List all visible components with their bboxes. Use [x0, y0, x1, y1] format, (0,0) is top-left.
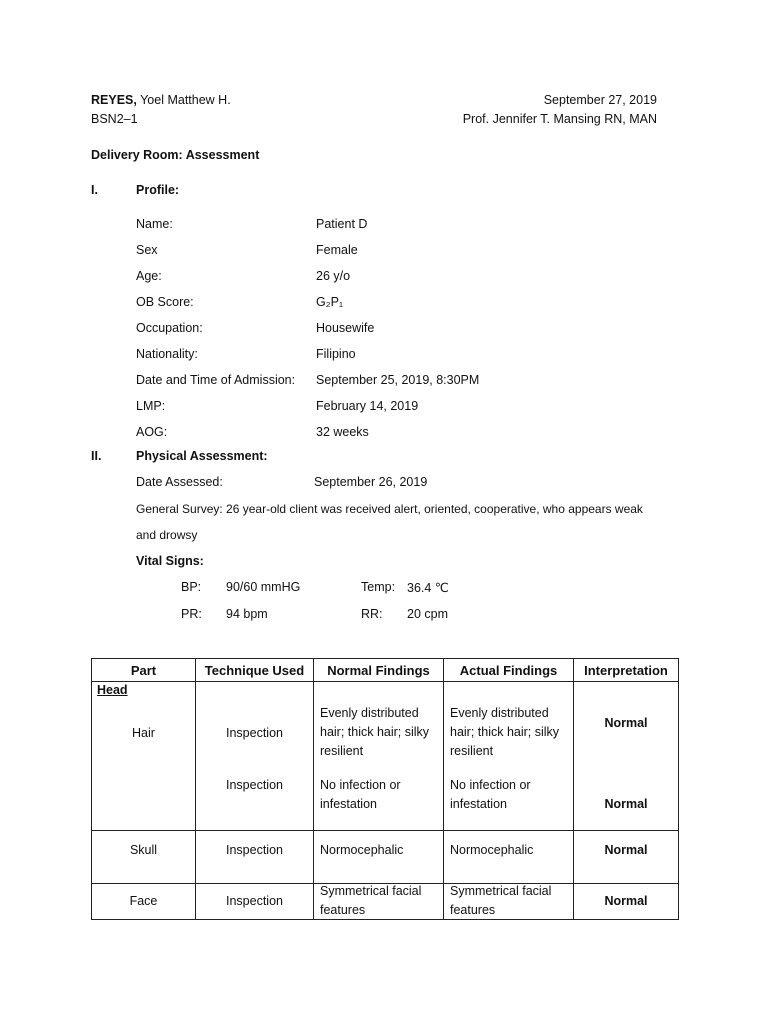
- section-2-numeral: II.: [91, 449, 102, 463]
- profile-value: 32 weeks: [316, 425, 369, 439]
- student-name: [91, 93, 231, 107]
- table-row-skull: [92, 831, 679, 884]
- column-header-actual-findings: Actual Findings: [444, 659, 574, 682]
- technique-value: Inspection: [226, 726, 283, 740]
- profile-label: Name:: [136, 217, 173, 231]
- actual-finding-line: Normocephalic: [450, 843, 534, 857]
- profile-label: Age:: [136, 269, 162, 283]
- profile-value: Housewife: [316, 321, 375, 335]
- pr-value: 94 bpm: [226, 607, 268, 621]
- student-given-name: Yoel Matthew H.: [136, 93, 231, 107]
- profile-label: LMP:: [136, 399, 166, 413]
- date-assessed-label: Date Assessed:: [136, 475, 223, 489]
- interpretation-value: Normal: [604, 894, 648, 908]
- student-surname: REYES,: [91, 93, 137, 107]
- pr-label: PR:: [181, 607, 202, 621]
- profile-label: Nationality:: [136, 347, 198, 361]
- section-1-title: Profile:: [136, 183, 180, 197]
- table-row-face: [92, 884, 679, 920]
- bp-label: BP:: [181, 580, 202, 594]
- normal-finding-line: hair; thick hair; silky: [320, 725, 430, 739]
- vital-signs-title: Vital Signs:: [136, 554, 204, 568]
- column-header-interpretation: Interpretation: [574, 659, 679, 682]
- part-cell: [92, 682, 196, 831]
- technique-cell: [196, 884, 314, 920]
- document-title: Delivery Room: Assessment: [91, 148, 260, 162]
- technique-value: Inspection: [226, 843, 283, 857]
- column-header-normal-findings: Normal Findings: [314, 659, 444, 682]
- normal-finding-line: No infection or: [320, 778, 401, 792]
- normal-finding-line: Evenly distributed: [320, 706, 419, 720]
- column-header-technique: Technique Used: [196, 659, 314, 682]
- interpretation-value: Normal: [604, 797, 648, 811]
- actual-findings-cell: [444, 831, 574, 884]
- actual-finding-line: resilient: [450, 744, 494, 758]
- technique-cell: [196, 831, 314, 884]
- part-name: Face: [129, 894, 158, 908]
- profile-label: Date and Time of Admission:: [136, 373, 296, 387]
- actual-finding-line: Evenly distributed: [450, 706, 549, 720]
- normal-finding-line: features: [320, 903, 366, 917]
- actual-finding-line: Symmetrical facial: [450, 884, 552, 898]
- instructor-name: Prof. Jennifer T. Mansing RN, MAN: [462, 112, 657, 126]
- actual-finding-line: hair; thick hair; silky: [450, 725, 560, 739]
- temp-value: 36.4 ℃: [407, 581, 449, 595]
- interpretation-value: Normal: [604, 843, 648, 857]
- profile-value: Female: [316, 243, 358, 257]
- profile-value: G₂P₁: [316, 295, 344, 309]
- actual-findings-cell: [444, 682, 574, 831]
- profile-label: OB Score:: [136, 295, 194, 309]
- profile-value: 26 y/o: [316, 269, 351, 283]
- document-date: September 27, 2019: [543, 93, 657, 107]
- interpretation-cell: [574, 682, 679, 831]
- actual-finding-line: No infection or: [450, 778, 531, 792]
- technique-value: Inspection: [226, 894, 283, 908]
- interpretation-cell: [574, 884, 679, 920]
- table-row-hair: [92, 682, 679, 831]
- technique-value: Inspection: [226, 778, 283, 792]
- section-code: BSN2–1: [91, 112, 138, 126]
- normal-finding-line: Symmetrical facial: [320, 884, 422, 898]
- profile-value: September 25, 2019, 8:30PM: [316, 373, 480, 387]
- assessment-table: [91, 658, 679, 920]
- profile-value: Patient D: [316, 217, 368, 231]
- profile-value: February 14, 2019: [316, 399, 419, 413]
- profile-value: Filipino: [316, 347, 356, 361]
- general-survey-line-2: and drowsy: [136, 528, 198, 542]
- rr-label: RR:: [361, 607, 383, 621]
- section-2-title: Physical Assessment:: [136, 449, 268, 463]
- normal-finding-line: infestation: [320, 797, 377, 811]
- head-section-label: Head: [97, 683, 128, 697]
- normal-findings-cell: [314, 682, 444, 831]
- interpretation-value: Normal: [604, 716, 648, 730]
- column-header-part: Part: [92, 659, 196, 682]
- table-header-row: [92, 659, 679, 682]
- bp-value: 90/60 mmHG: [226, 580, 301, 594]
- normal-finding-line: resilient: [320, 744, 364, 758]
- part-cell: [92, 884, 196, 920]
- profile-label: Sex: [136, 243, 158, 257]
- part-name: Hair: [132, 726, 155, 740]
- temp-label: Temp:: [361, 580, 396, 594]
- technique-cell: [196, 682, 314, 831]
- part-cell: [92, 831, 196, 884]
- interpretation-cell: [574, 831, 679, 884]
- normal-findings-cell: [314, 884, 444, 920]
- profile-label: AOG:: [136, 425, 168, 439]
- actual-finding-line: infestation: [450, 797, 507, 811]
- normal-finding-line: Normocephalic: [320, 843, 404, 857]
- normal-findings-cell: [314, 831, 444, 884]
- part-name: Skull: [129, 843, 158, 857]
- general-survey-line-1: General Survey: 26 year-old client was received alert, oriented, cooperative, who appears weak: [136, 502, 643, 516]
- date-assessed-value: September 26, 2019: [314, 475, 428, 489]
- section-1-numeral: I.: [91, 183, 98, 197]
- rr-value: 20 cpm: [407, 607, 448, 621]
- actual-findings-cell: [444, 884, 574, 920]
- profile-label: Occupation:: [136, 321, 203, 335]
- actual-finding-line: features: [450, 903, 496, 917]
